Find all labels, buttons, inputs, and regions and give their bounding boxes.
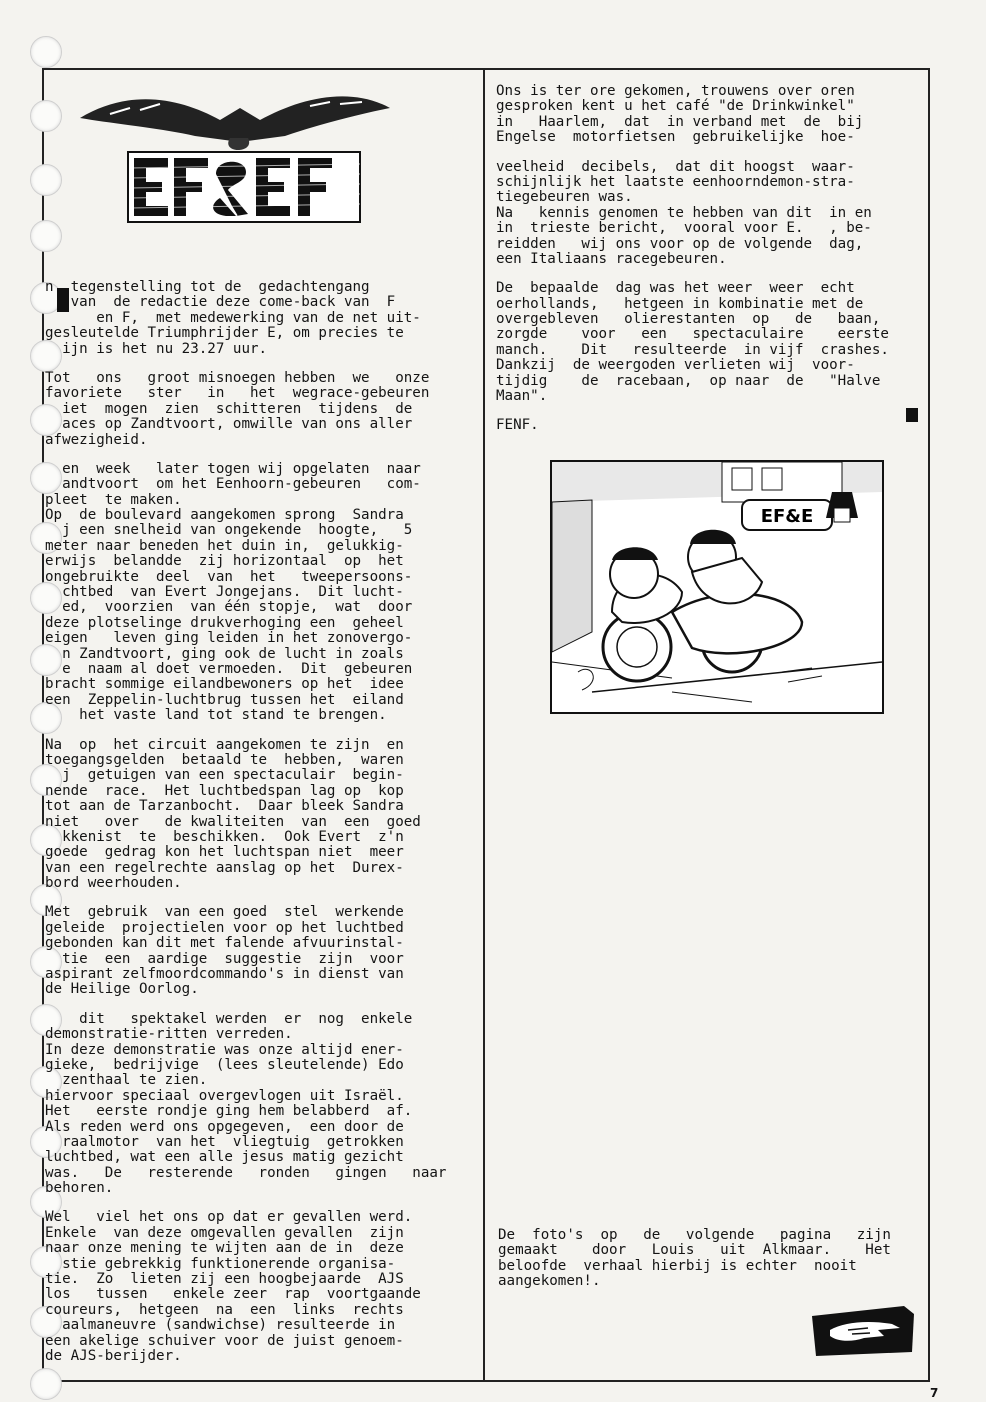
text-line: hiervoor speciaal overgevlogen uit Israël. bbox=[45, 1087, 404, 1104]
paragraph bbox=[496, 160, 926, 268]
text-line: veelheid decibels, dat dit hoogst waar- bbox=[496, 158, 855, 175]
text-line: aalmaneuvre (sandwichse) resulteerde in bbox=[45, 1317, 396, 1334]
text-line: schijnlijk het laatste eenhoorndemon-stra- bbox=[496, 173, 855, 190]
text-line: ongebruikte deel van het tweepersoons- bbox=[45, 568, 413, 585]
text-line: In deze demonstratie was onze altijd ener- bbox=[45, 1041, 404, 1058]
text-line: en week later togen wij opgelaten naar bbox=[45, 460, 421, 477]
text-line: de AJS-berijder. bbox=[45, 1348, 182, 1364]
text-line: bracht sommige eilandbewoners op het idee bbox=[45, 676, 404, 693]
text-line: ijn is het nu 23.27 uur. bbox=[45, 340, 268, 357]
text-line: Wel viel het ons op dat er gevallen werd. bbox=[45, 1209, 413, 1226]
text-line: tie een aardige suggestie zijn voor bbox=[45, 950, 404, 967]
text-line: tiegebeuren was. bbox=[496, 189, 633, 206]
text-line: Na kennis genomen te hebben van dit in en bbox=[496, 204, 872, 221]
logo-text: EF&EF bbox=[70, 78, 74, 79]
text-line: FENF. bbox=[496, 417, 539, 434]
text-line: Enkele van deze omgevallen gevallen zijn bbox=[45, 1224, 404, 1241]
paragraph bbox=[45, 738, 475, 892]
text-line: gieke, bedrijvige (lees sleutelende) Edo bbox=[45, 1056, 404, 1073]
text-line: iet mogen zien schitteren tijdens de bbox=[45, 400, 413, 417]
text-line: bord weerhouden. bbox=[45, 875, 182, 892]
text-line: manch. Dit resulteerde in vijf crashes. bbox=[496, 341, 889, 358]
text-line: Met gebruik van een goed stel werkende bbox=[45, 904, 404, 921]
text-line: stie gebrekkig funktionerende organisa- bbox=[45, 1255, 396, 1272]
text-line: gebonden kan dit met falende afvuurinstal- bbox=[45, 935, 404, 952]
page-number: 7 bbox=[930, 1386, 939, 1400]
text-line: gemaakt door Louis uit Alkmaar. Het bbox=[498, 1242, 891, 1259]
text-line: e naam al doet vermoeden. Dit gebeuren bbox=[45, 660, 413, 677]
pointing-hand-icon bbox=[808, 1300, 918, 1360]
punch-hole bbox=[30, 36, 62, 68]
text-line: j getuigen van een spectaculair begin- bbox=[45, 767, 404, 784]
punch-hole bbox=[30, 100, 62, 132]
sidecar-cartoon bbox=[550, 460, 884, 714]
text-line: De bepaalde dag was het weer weer echt bbox=[496, 280, 855, 297]
paragraph bbox=[496, 281, 926, 404]
text-line: De foto's op de volgende pagina zijn bbox=[498, 1227, 891, 1243]
text-line: reidden wij ons voor op de volgende dag, bbox=[496, 235, 864, 252]
text-line: was. De resterende ronden gingen naar bbox=[45, 1164, 447, 1181]
text-line: andtvoort om het Eenhoorn-gebeuren com- bbox=[45, 476, 421, 493]
text-line: niet over de kwaliteiten van een goed bbox=[45, 813, 421, 830]
paragraph bbox=[45, 1012, 475, 1197]
text-line: Het eerste rondje ging hem belabberd af. bbox=[45, 1103, 413, 1120]
text-line: in Haarlem, dat in verband met de bij bbox=[496, 113, 864, 130]
text-line: een akelige schuiver voor de juist genoem- bbox=[45, 1332, 404, 1349]
eagle-icon bbox=[80, 96, 390, 150]
text-line: en F, met medewerking van de net uit- bbox=[45, 309, 421, 326]
text-line: beloofde verhaal hierbij is echter nooit bbox=[498, 1257, 857, 1274]
text-line: los tussen enkele zeer rap voortgaande bbox=[45, 1286, 421, 1303]
text-line: coureurs, hetgeen na een links rechts bbox=[45, 1301, 404, 1318]
text-line: meter naar beneden het duin in, gelukkig- bbox=[45, 537, 404, 554]
text-line: Na op het circuit aangekomen te zijn en bbox=[45, 736, 404, 753]
text-line: overgebleven olierestanten op de baan, bbox=[496, 311, 881, 328]
article-right-column bbox=[496, 84, 926, 448]
paragraph bbox=[496, 418, 926, 433]
text-line: tie. Zo lieten zij een hoogbejaarde AJS bbox=[45, 1271, 404, 1288]
text-line: zenthaal te zien. bbox=[45, 1072, 208, 1089]
text-line: een Zeppelin-luchtbrug tussen het eiland bbox=[45, 691, 404, 708]
text-line: van de redactie deze come-back van F bbox=[45, 294, 396, 311]
text-line: deze plotselinge drukverhoging een geheel bbox=[45, 614, 404, 631]
text-line: Als reden werd ons opgegeven, een door de bbox=[45, 1118, 404, 1135]
paragraph bbox=[496, 84, 926, 146]
text-line: tot aan de Tarzanbocht. Daar bleek Sandra bbox=[45, 798, 404, 815]
text-line: zorgde voor een spectaculaire eerste bbox=[496, 326, 889, 343]
text-line: gesproken kent u het café "de Drinkwinkel" bbox=[496, 98, 855, 115]
text-line: kkenist te beschikken. Ook Evert z'n bbox=[45, 828, 404, 845]
punch-hole bbox=[30, 164, 62, 196]
column-divider bbox=[483, 68, 485, 1380]
text-line: goede gedrag kon het luchtspan niet meer bbox=[45, 844, 404, 861]
text-line: eigen leven ging leiden in het zonovergo- bbox=[45, 630, 413, 647]
text-line: de Heilige Oorlog. bbox=[45, 981, 199, 998]
text-line: nende race. Het luchtbedspan lag op kop bbox=[45, 782, 404, 799]
text-line: ed, voorzien van één stopje, wat door bbox=[45, 599, 413, 616]
paragraph bbox=[45, 462, 475, 724]
text-line: chtbed van Evert Jongejans. Dit lucht- bbox=[45, 584, 404, 601]
text-line: dit spektakel werden er nog enkele bbox=[45, 1010, 413, 1027]
text-line: tijdig de racebaan, op naar de "Halve bbox=[496, 372, 881, 389]
text-line: naar onze mening te wijten aan de in deze bbox=[45, 1240, 404, 1257]
text-line: geleide projectielen voor op het luchtbed bbox=[45, 919, 404, 936]
paragraph bbox=[45, 371, 475, 448]
text-line: pleet te maken. bbox=[45, 491, 182, 508]
text-line: Maan". bbox=[496, 388, 548, 405]
text-line: raalmotor van het vliegtuig getrokken bbox=[45, 1133, 404, 1150]
efef-lettering bbox=[128, 152, 360, 222]
text-line: het vaste land tot stand te brengen. bbox=[45, 707, 387, 724]
text-line: aangekomen!. bbox=[498, 1273, 601, 1290]
punch-hole bbox=[30, 220, 62, 252]
text-line: Op de boulevard aangekomen sprong Sandra bbox=[45, 507, 404, 524]
text-line: Tot ons groot misnoegen hebben we onze bbox=[45, 369, 430, 386]
text-line: n tegenstelling tot de gedachtengang bbox=[45, 279, 370, 295]
paragraph bbox=[45, 1210, 475, 1364]
text-line: een Italiaans racegebeuren. bbox=[496, 250, 727, 267]
cartoon-sign-text: EF&E bbox=[760, 506, 814, 527]
text-line: afwezigheid. bbox=[45, 431, 148, 448]
article-left-column bbox=[45, 280, 475, 1378]
efef-logo bbox=[70, 78, 400, 228]
text-line: demonstratie-ritten verreden. bbox=[45, 1026, 293, 1043]
text-line: Engelse motorfietsen gebruikelijke hoe- bbox=[496, 129, 855, 146]
text-line: favoriete ster in het wegrace-gebeuren bbox=[45, 385, 430, 402]
text-line: j een snelheid van ongekende hoogte, 5 bbox=[45, 522, 413, 539]
text-line: luchtbed, wat een alle jesus matig gezicht bbox=[45, 1149, 404, 1166]
text-line: n Zandtvoort, ging ook de lucht in zoals bbox=[45, 645, 404, 662]
text-line: toegangsgelden betaald te hebben, waren bbox=[45, 751, 404, 768]
paragraph bbox=[45, 280, 475, 357]
end-mark bbox=[906, 408, 918, 422]
text-line: behoren. bbox=[45, 1180, 114, 1197]
text-line: van een regelrechte aanslag op het Durex- bbox=[45, 859, 404, 876]
text-line: Ons is ter ore gekomen, trouwens over oren bbox=[496, 83, 855, 99]
text-line: gesleutelde Triumphrijder E, om precies te bbox=[45, 325, 404, 342]
text-line: Dankzij de weergoden verlieten wij voor- bbox=[496, 357, 855, 374]
paragraph bbox=[45, 905, 475, 997]
text-line: aspirant zelfmoordcommando's in dienst van bbox=[45, 966, 404, 983]
text-line: in trieste bericht, vooral voor E. , be- bbox=[496, 220, 872, 237]
photo-note bbox=[498, 1228, 891, 1290]
text-line: oerhollands, hetgeen in kombinatie met de bbox=[496, 295, 864, 312]
text-line: aces op Zandtvoort, omwille van ons aller bbox=[45, 416, 413, 433]
text-line: erwijs belandde zij horizontaal op het bbox=[45, 553, 404, 570]
